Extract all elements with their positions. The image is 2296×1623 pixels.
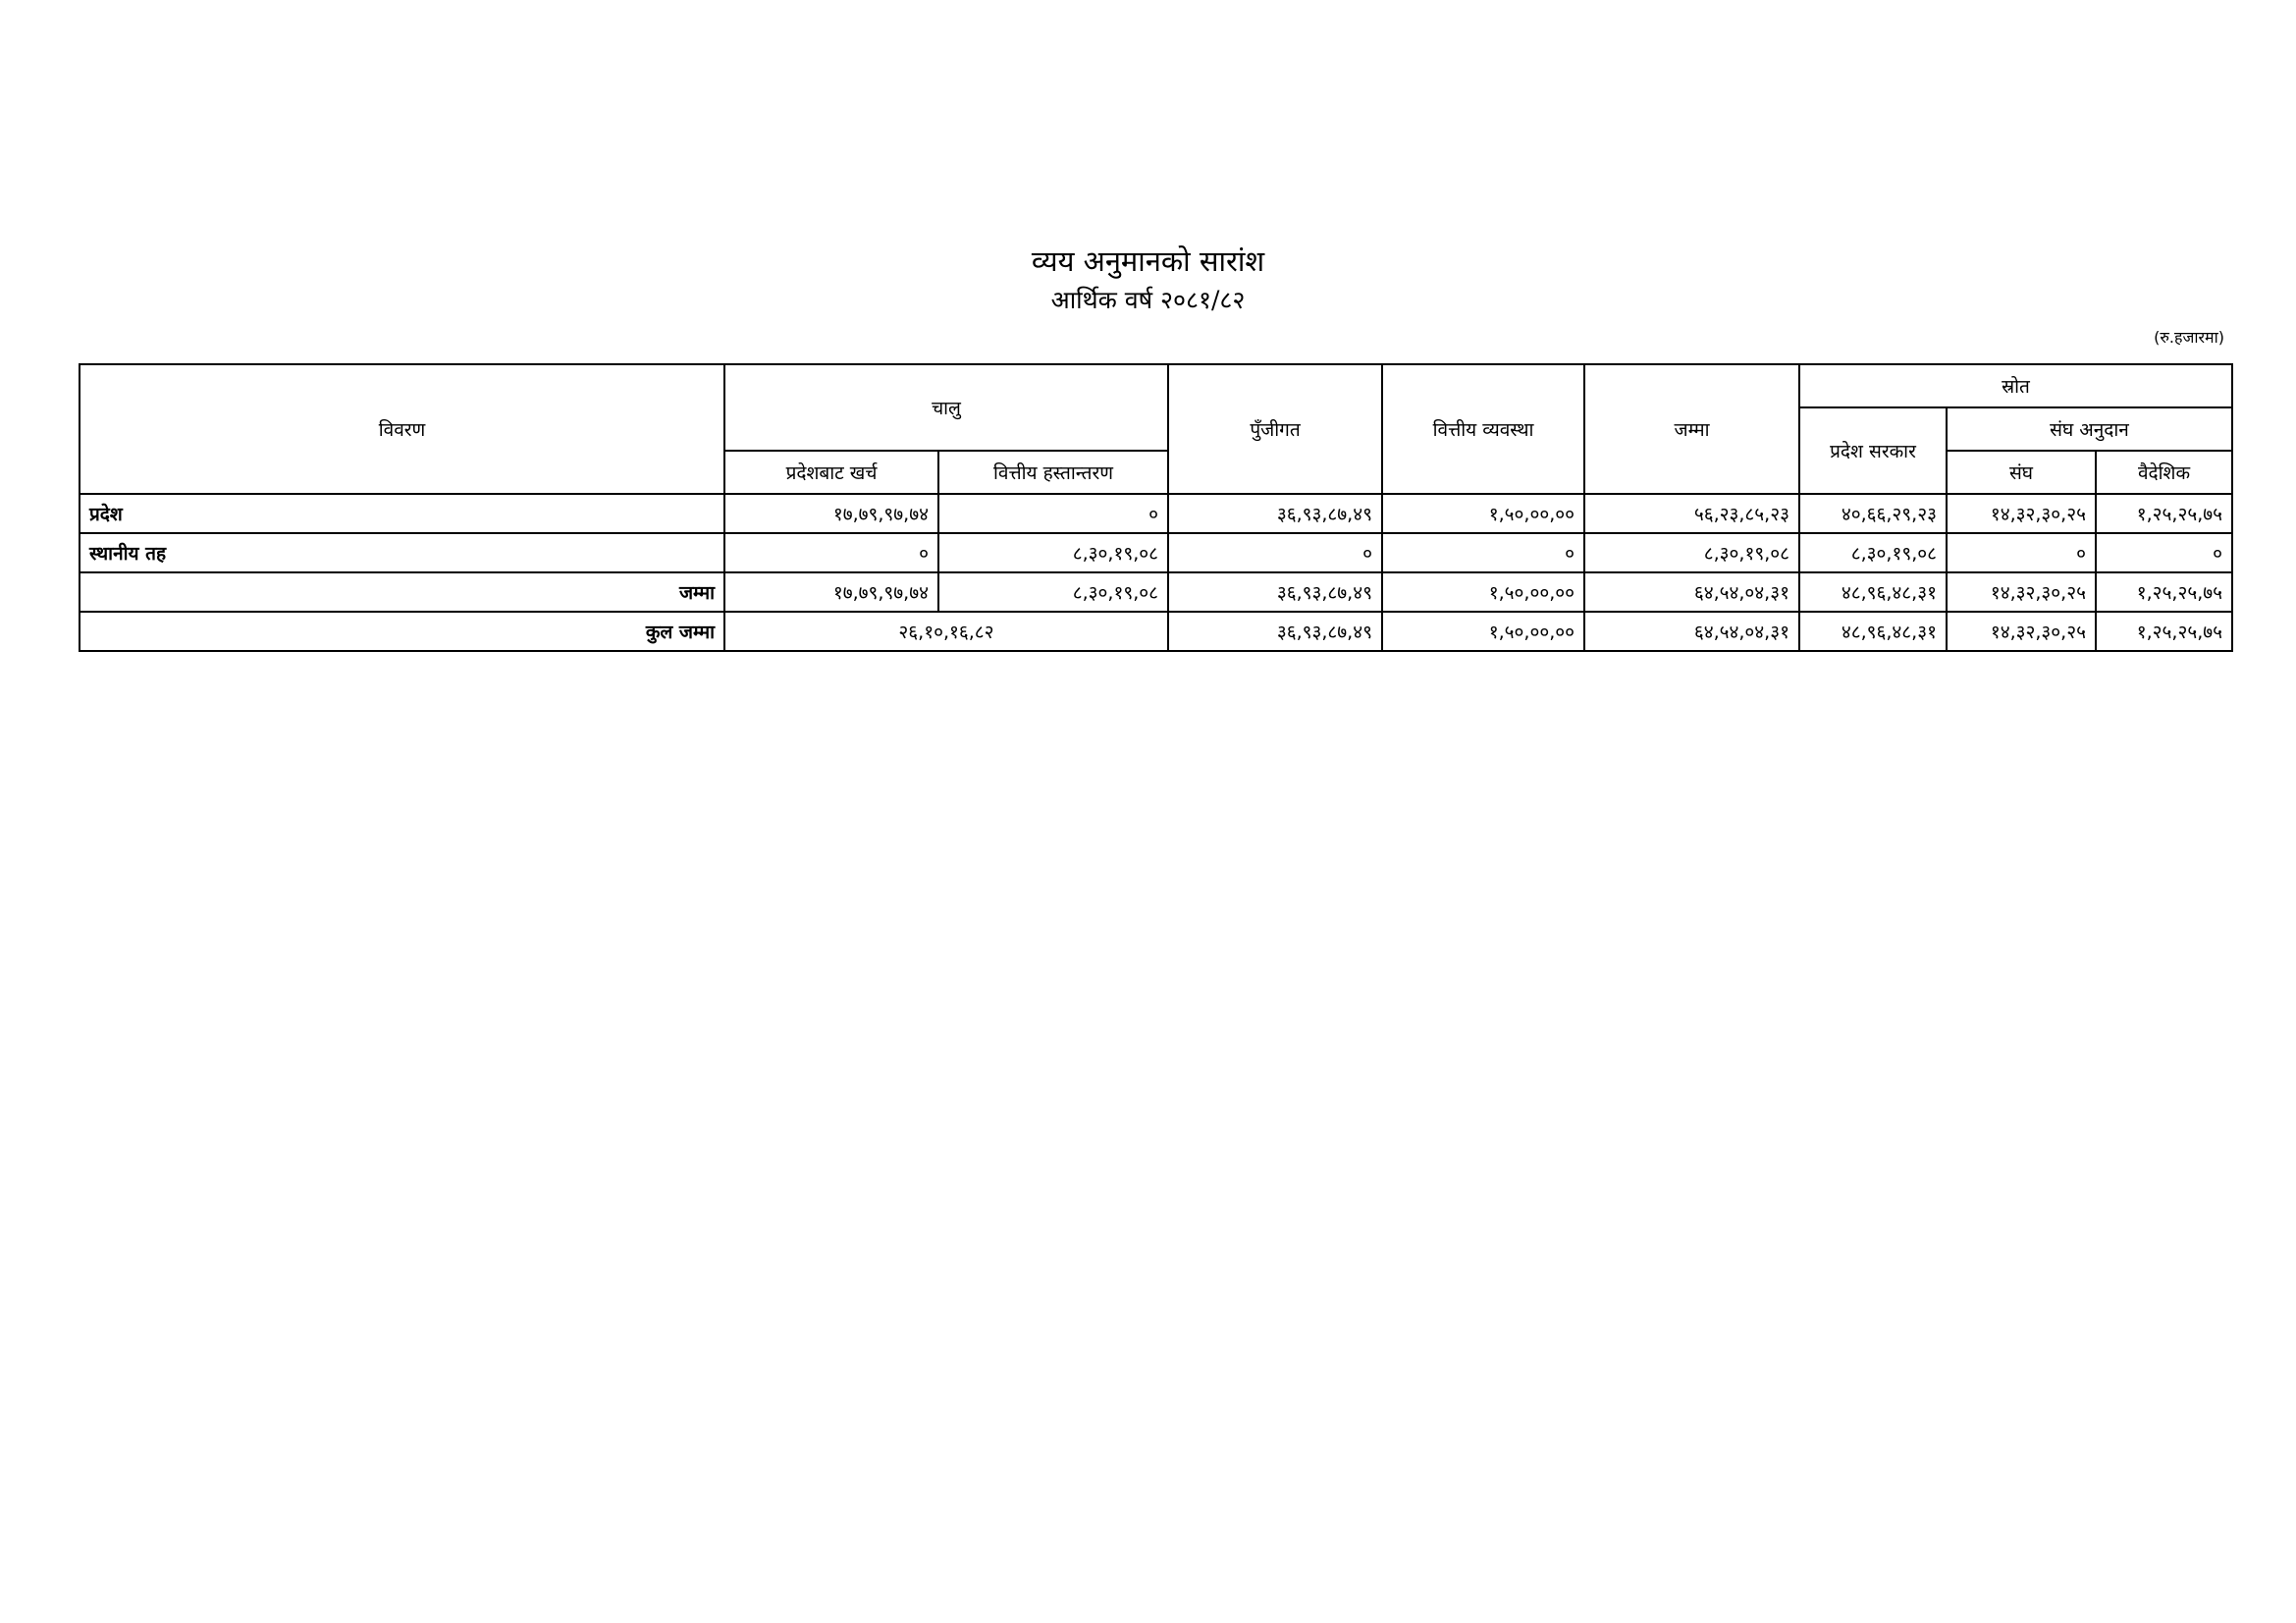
header-capital: पुँजीगत bbox=[1168, 364, 1382, 494]
cell-current-combined: २६,१०,१६,८२ bbox=[724, 612, 1168, 651]
row-label: प्रदेश bbox=[80, 494, 724, 533]
cell-foreign: १,२५,२५,७५ bbox=[2096, 612, 2232, 651]
unit-note: (रु.हजारमा) bbox=[2154, 328, 2224, 347]
cell-financing: १,५०,००,०० bbox=[1382, 494, 1584, 533]
cell-federal: १४,३२,३०,२५ bbox=[1947, 572, 2096, 612]
cell-province-expense: ० bbox=[724, 533, 938, 572]
cell-capital: ३६,९३,८७,४९ bbox=[1168, 612, 1382, 651]
cell-province-government: ४०,६६,२९,२३ bbox=[1799, 494, 1947, 533]
header-province-government: प्रदेश सरकार bbox=[1799, 407, 1947, 494]
cell-financing: १,५०,००,०० bbox=[1382, 612, 1584, 651]
header-foreign: वैदेशिक bbox=[2096, 451, 2232, 494]
expenditure-summary-table bbox=[79, 363, 2233, 652]
cell-province-government: ४८,९६,४८,३१ bbox=[1799, 612, 1947, 651]
header-description: विवरण bbox=[80, 364, 724, 494]
table-body bbox=[80, 494, 2232, 651]
header-row-1 bbox=[80, 364, 2232, 407]
cell-foreign: ० bbox=[2096, 533, 2232, 572]
cell-financing: १,५०,००,०० bbox=[1382, 572, 1584, 612]
row-label: जम्मा bbox=[80, 572, 724, 612]
cell-federal: १४,३२,३०,२५ bbox=[1947, 494, 2096, 533]
header-financing: वित्तीय व्यवस्था bbox=[1382, 364, 1584, 494]
header-current: चालु bbox=[724, 364, 1168, 451]
cell-total: ६४,५४,०४,३१ bbox=[1584, 612, 1799, 651]
cell-financing: ० bbox=[1382, 533, 1584, 572]
cell-fiscal-transfer: ० bbox=[938, 494, 1168, 533]
cell-fiscal-transfer: ८,३०,१९,०८ bbox=[938, 533, 1168, 572]
page-title: व्यय अनुमानको सारांश bbox=[1031, 244, 1265, 278]
cell-province-expense: १७,७९,९७,७४ bbox=[724, 494, 938, 533]
cell-capital: ३६,९३,८७,४९ bbox=[1168, 572, 1382, 612]
header-federal-grant: संघ अनुदान bbox=[1947, 407, 2232, 451]
header-province-expense: प्रदेशबाट खर्च bbox=[724, 451, 938, 494]
row-label: स्थानीय तह bbox=[80, 533, 724, 572]
header-source: स्रोत bbox=[1799, 364, 2232, 407]
header-fiscal-transfer: वित्तीय हस्तान्तरण bbox=[938, 451, 1168, 494]
cell-federal: १४,३२,३०,२५ bbox=[1947, 612, 2096, 651]
cell-total: ६४,५४,०४,३१ bbox=[1584, 572, 1799, 612]
cell-province-government: ८,३०,१९,०८ bbox=[1799, 533, 1947, 572]
header-federal: संघ bbox=[1947, 451, 2096, 494]
table-row-province bbox=[80, 494, 2232, 533]
cell-capital: ३६,९३,८७,४९ bbox=[1168, 494, 1382, 533]
cell-total: ५६,२३,८५,२३ bbox=[1584, 494, 1799, 533]
header-total: जम्मा bbox=[1584, 364, 1799, 494]
cell-foreign: १,२५,२५,७५ bbox=[2096, 572, 2232, 612]
cell-foreign: १,२५,२५,७५ bbox=[2096, 494, 2232, 533]
cell-capital: ० bbox=[1168, 533, 1382, 572]
cell-federal: ० bbox=[1947, 533, 2096, 572]
cell-total: ८,३०,१९,०८ bbox=[1584, 533, 1799, 572]
fiscal-year-subtitle: आर्थिक वर्ष २०८१/८२ bbox=[1050, 286, 1246, 314]
table-row-local-level bbox=[80, 533, 2232, 572]
table-header bbox=[80, 364, 2232, 494]
cell-province-expense: १७,७९,९७,७४ bbox=[724, 572, 938, 612]
table-row-subtotal bbox=[80, 572, 2232, 612]
cell-fiscal-transfer: ८,३०,१९,०८ bbox=[938, 572, 1168, 612]
row-label: कुल जम्मा bbox=[80, 612, 724, 651]
cell-province-government: ४८,९६,४८,३१ bbox=[1799, 572, 1947, 612]
table-row-grand-total bbox=[80, 612, 2232, 651]
